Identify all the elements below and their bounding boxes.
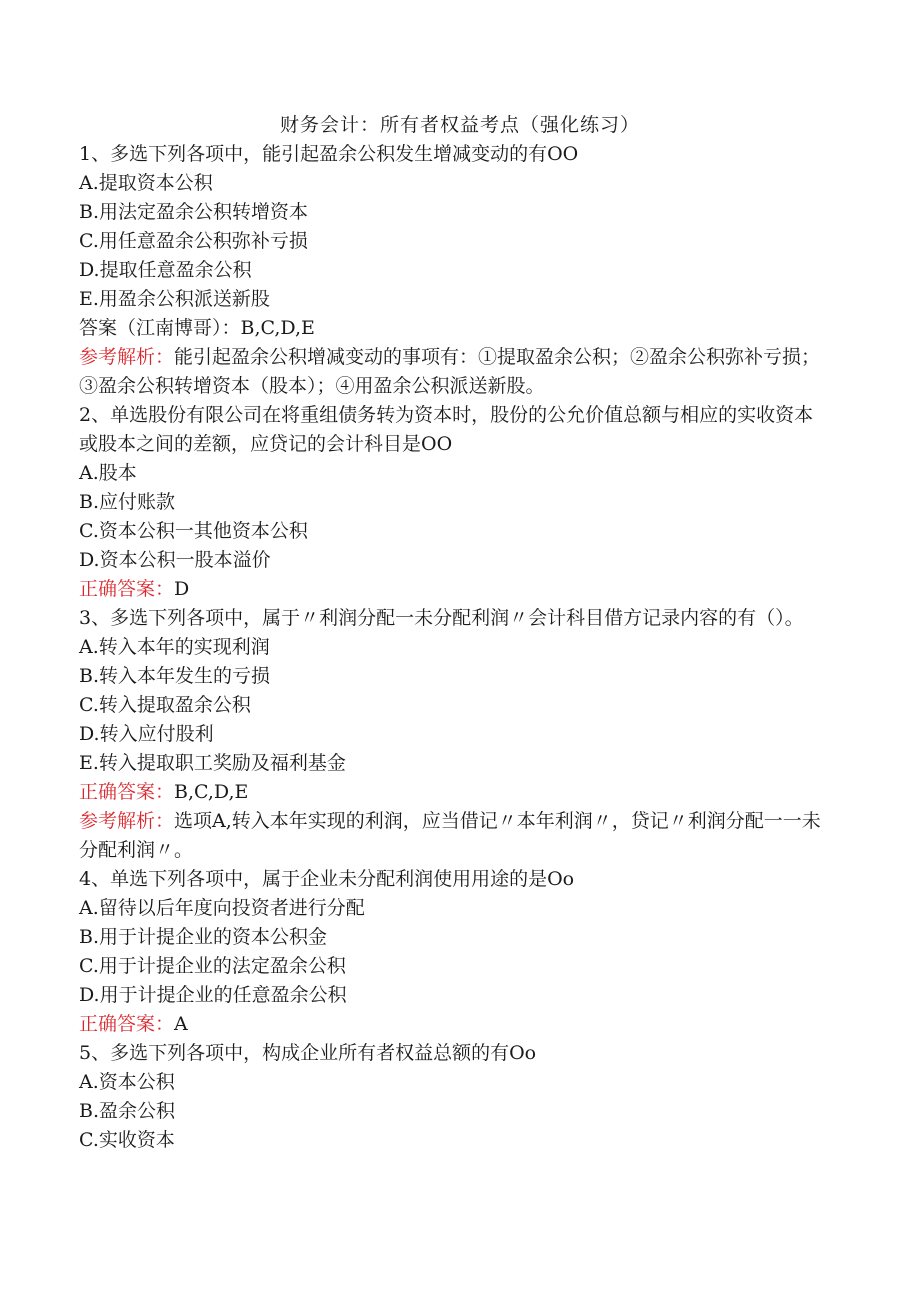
question-4 <box>79 865 831 1039</box>
question-5 <box>79 1039 831 1155</box>
option-a: A.股本 <box>79 462 137 484</box>
answer-label: 正确答案： <box>79 781 175 803</box>
answer-line <box>79 778 831 807</box>
option-a: A.留待以后年度向投资者进行分配 <box>79 897 365 919</box>
page-title: 财务会计：所有者权益考点（强化练习） <box>279 114 640 136</box>
option-d: D.资本公积一股本溢价 <box>79 549 271 571</box>
question-stem: 4、单选下列各项中，属于企业未分配利润使用用途的是Oo <box>79 868 575 890</box>
answer-value: A <box>174 1013 188 1035</box>
option-b: B.盈余公积 <box>79 1100 176 1122</box>
answer-label: 正确答案： <box>79 578 175 600</box>
option-c: C.用于计提企业的法定盈余公积 <box>79 955 346 977</box>
answer-line: 答案（江南博哥）：B,C,D,E <box>79 317 315 339</box>
option-d: D.提取任意盈余公积 <box>79 259 252 281</box>
answer-line <box>79 1010 831 1039</box>
answer-value: D <box>174 578 190 600</box>
option-b: B.转入本年发生的亏损 <box>79 665 271 687</box>
question-stem: 5、多选下列各项中，构成企业所有者权益总额的有Oo <box>79 1042 537 1064</box>
question-1 <box>79 140 831 401</box>
option-d: D.转入应付股利 <box>79 723 214 745</box>
option-d: D.用于计提企业的任意盈余公积 <box>79 984 347 1006</box>
answer-label: 正确答案： <box>79 1013 175 1035</box>
option-c: C.实收资本 <box>79 1129 175 1151</box>
question-3 <box>79 604 831 865</box>
question-stem: 3、多选下列各项中，属于〃利润分配一未分配利润〃会计科目借方记录内容的有（）。 <box>79 607 804 629</box>
analysis-line <box>79 807 831 865</box>
analysis-text: 能引起盈余公积增减变动的事项有：①提取盈余公积；②盈余公积弥补亏损；③盈余公积转增资本（股本）；④用盈余公积派送新股。 <box>79 346 821 397</box>
question-stem: 2、单选股份有限公司在将重组债务转为资本时，股份的公允价值总额与相应的实收资本或股本之间的差额，应贷记的会计科目是OO <box>79 404 814 455</box>
option-a: A.资本公积 <box>79 1071 175 1093</box>
option-b: B.用法定盈余公积转增资本 <box>79 201 309 223</box>
question-list <box>79 140 831 1155</box>
answer-line <box>79 575 831 604</box>
option-e: E.转入提取职工奖励及福利基金 <box>79 752 346 774</box>
option-a: A.转入本年的实现利润 <box>79 636 270 658</box>
answer-value: B,C,D,E <box>174 781 249 803</box>
analysis-label: 参考解析： <box>79 346 175 368</box>
analysis-label: 参考解析： <box>79 810 175 832</box>
question-stem: 1、多选下列各项中，能引起盈余公积发生增减变动的有OO <box>79 143 579 165</box>
option-e: E.用盈余公积派送新股 <box>79 288 270 310</box>
option-c: C.资本公积一其他资本公积 <box>79 520 308 542</box>
analysis-text: 选项A,转入本年实现的利润，应当借记〃本年利润〃，贷记〃利润分配一一未分配利润〃。 <box>79 810 821 861</box>
option-b: B.应付账款 <box>79 491 176 513</box>
option-c: C.转入提取盈余公积 <box>79 694 251 716</box>
analysis-line <box>79 343 831 401</box>
question-2 <box>79 401 831 604</box>
option-b: B.用于计提企业的资本公积金 <box>79 926 328 948</box>
option-a: A.提取资本公积 <box>79 172 213 194</box>
option-c: C.用任意盈余公积弥补亏损 <box>79 230 308 252</box>
